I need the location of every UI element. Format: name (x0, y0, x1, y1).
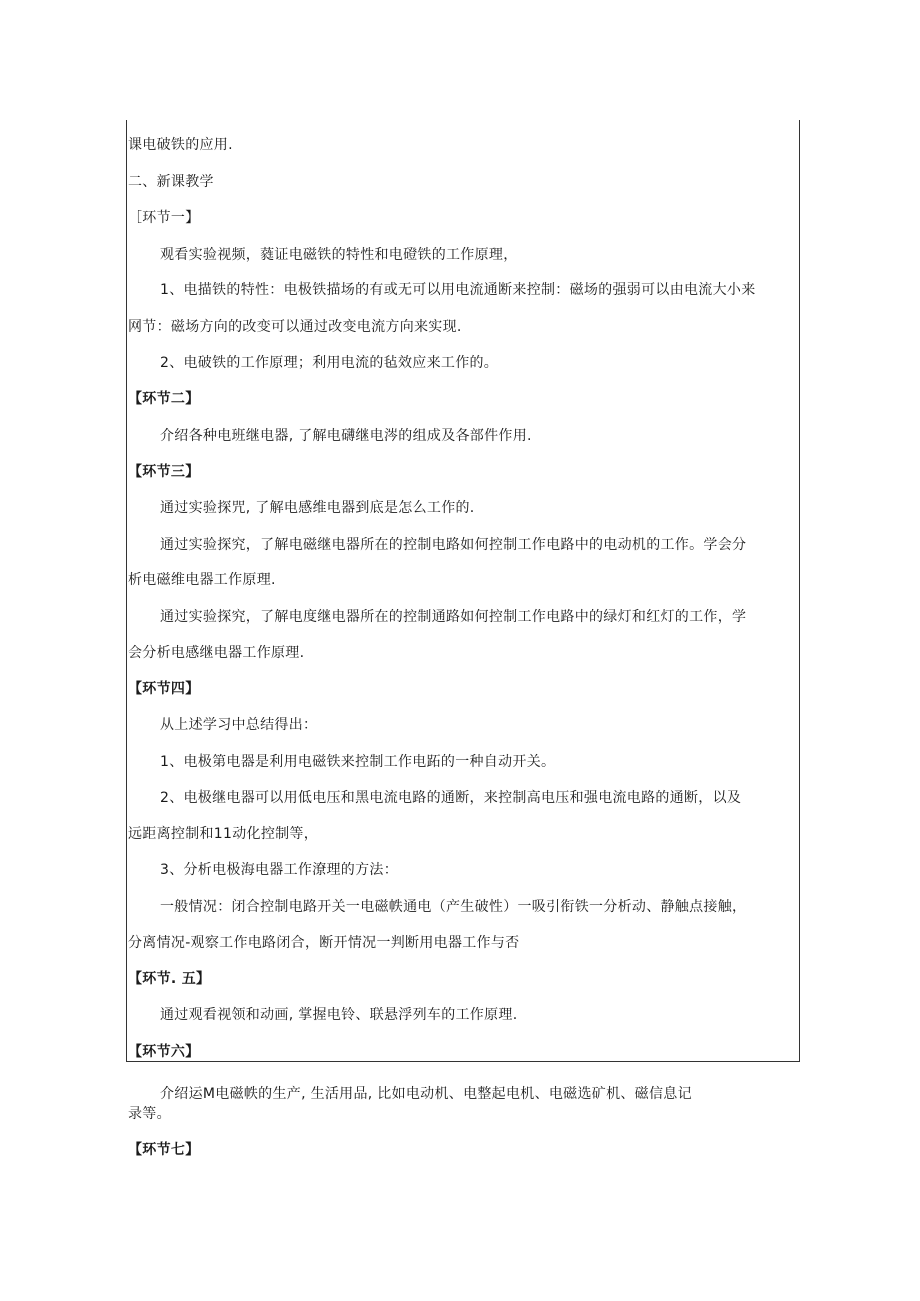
paragraph: 通过实验探究，了解电磁继电器所在的控制电路如何控制工作电路中的电动机的工作。学会分 (160, 537, 747, 553)
section-heading: 【环节. 五】 (128, 971, 211, 987)
paragraph: 1、电描铁的特性：电极铁描场的有或无可以用电流通断来控制：磁场的强弱可以由电流大小来 (160, 282, 756, 298)
paragraph: 介绍各种电班继电器, 了解电礴继电涔的组成及各部件作用. (160, 428, 532, 444)
paragraph: 通过实验探究，了解电度继电器所在的控制通路如何控制工作电路中的绿灯和红灯的工作，学 (160, 609, 747, 625)
paragraph: 网节：磁场方向的改变可以通过改变电流方向来实现. (128, 319, 462, 335)
text-line: 课电破铁的应用. (128, 137, 233, 153)
paragraph: 析电磁维电器工作原理. (128, 572, 276, 588)
paragraph: 录等。 (128, 1106, 171, 1122)
section-heading: 二、新课教学 (128, 174, 214, 190)
section-heading: 【环节六】 (128, 1044, 200, 1060)
section-heading: 【环节七】 (128, 1142, 200, 1158)
section-heading: 【环节三】 (128, 464, 200, 480)
paragraph: 1、电极第电器是利用电磁铁来控制工作电跖的一种自动开关。 (160, 754, 556, 770)
paragraph: 分离情况-观察工作电路闭合，断开情况一判断用电器工作与否 (128, 935, 520, 951)
paragraph: 通过实验探咒, 了解电感维电器到底是怎么工作的. (160, 500, 475, 516)
paragraph: 从上述学习中总结得出： (160, 717, 318, 733)
paragraph: 远距离控制和11动化控制等， (128, 826, 319, 842)
section-heading: 【环节四】 (128, 681, 200, 697)
paragraph: 会分析电感继电器工作原理. (128, 645, 305, 661)
paragraph: 一般情况：闭合控制电路开关一电磁帙通电（产生破性）一吸引衔铁一分析动、静触点接触， (160, 899, 747, 915)
paragraph: 通过观看视领和动画, 掌握电铃、联悬浮列车的工作原理. (160, 1007, 518, 1023)
paragraph: 2、电破铁的工作原理；利用电流的毡效应来工作的。 (160, 355, 499, 371)
paragraph: 观看实验视频，蕤证电磁铁的特性和电磴铁的工作原理， (160, 247, 518, 263)
paragraph: 介绍运M电磁帙的生产, 生活用品, 比如电动机、电整起电机、电磁选矿机、磁信息记 (160, 1086, 692, 1102)
paragraph: 2、电极继电器可以用低电压和黑电流电路的通断，来控制高电压和强电流电路的通断，以及 (160, 790, 742, 806)
paragraph: 3、分析电极海电器工作潦理的方法： (160, 862, 399, 878)
section-heading: 【环节二】 (128, 391, 200, 407)
section-heading: ［环节一】 (128, 210, 200, 226)
